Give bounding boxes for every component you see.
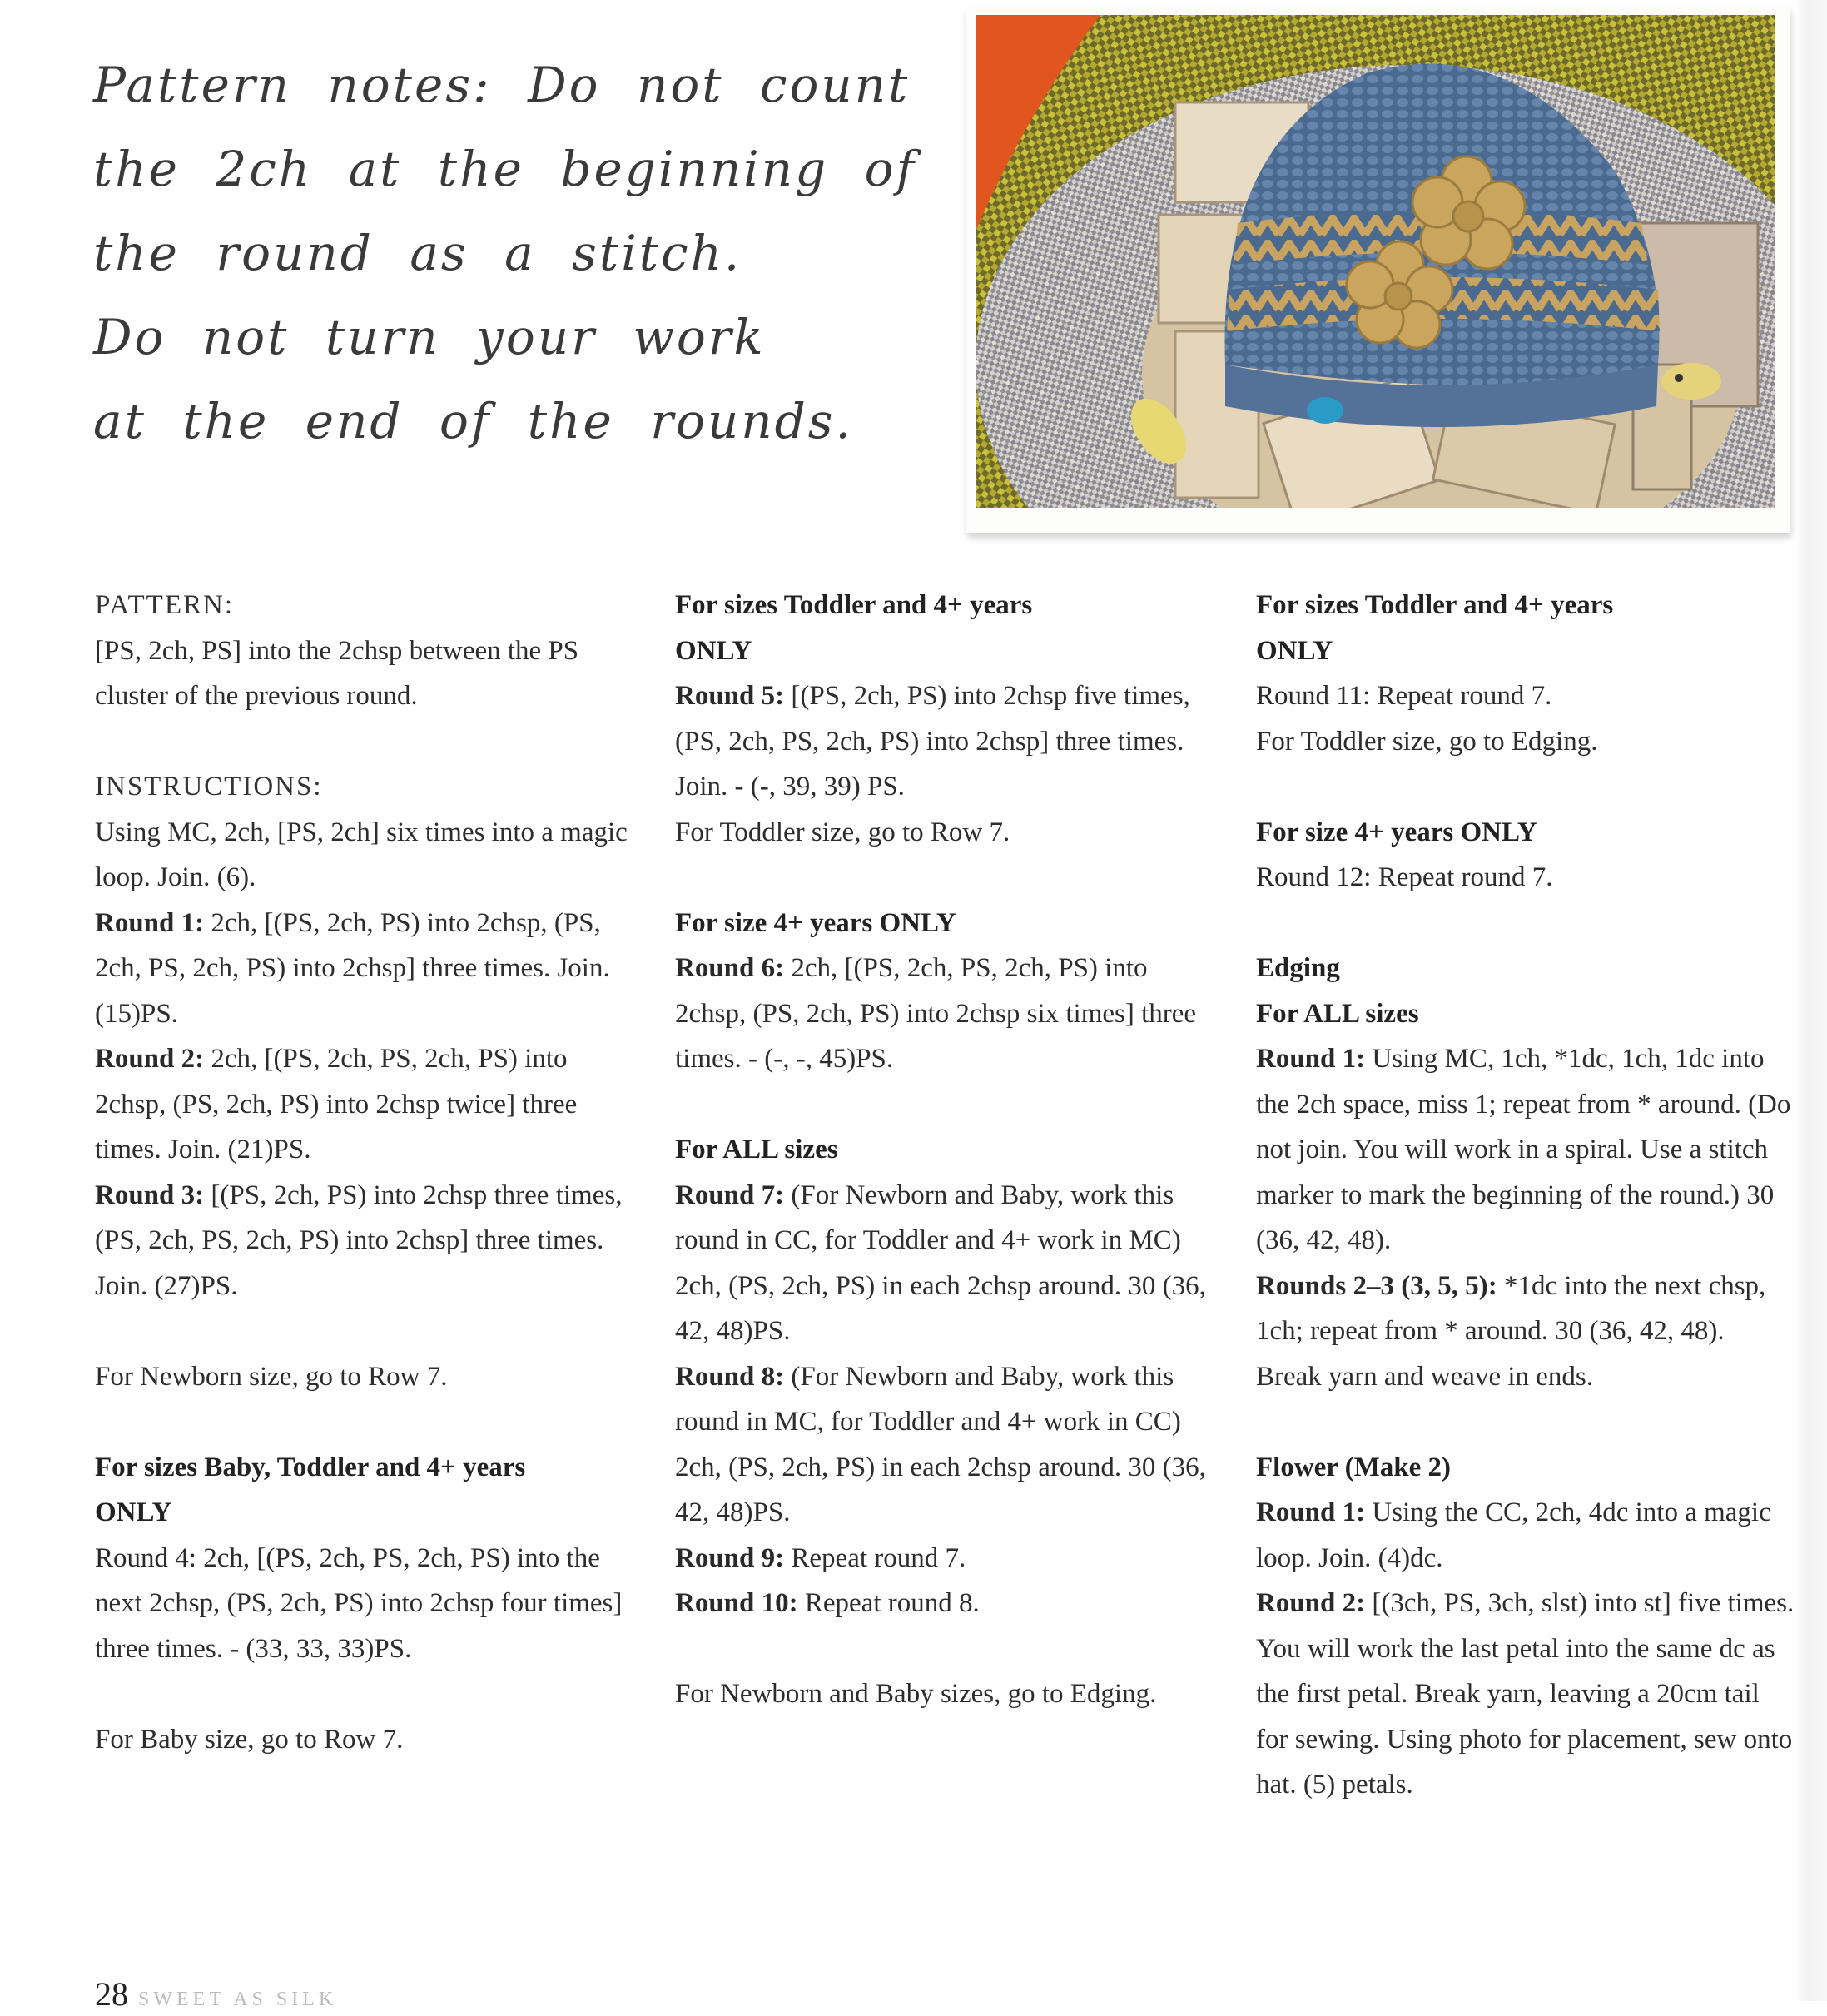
section-heading-toddler xyxy=(675,583,1216,673)
section-heading-baby xyxy=(95,1445,636,1536)
round-label: Round 11: xyxy=(1256,681,1371,711)
section-heading-4plus: For size 4+ years ONLY xyxy=(675,907,956,938)
round-12 xyxy=(1256,855,1797,901)
round-label: Round 2: xyxy=(95,1044,205,1074)
spacer xyxy=(95,1308,636,1354)
round-6 xyxy=(675,946,1216,1082)
page-footer xyxy=(95,1975,338,2016)
edging-rounds-2-3 xyxy=(1256,1264,1797,1354)
round-text: *1dc into the next chsp, 1ch; repeat from * around. 30 (36, 42, 48). xyxy=(1256,1270,1766,1346)
pattern-notes-line: Do not turn your work xyxy=(93,309,766,365)
pattern-notes-line: the round as a stitch. xyxy=(93,225,742,281)
heading-line: ONLY xyxy=(95,1497,172,1527)
round-text: [(PS, 2ch, PS) into 2chsp five times, (PS, 2ch, PS, 2ch, PS) into 2chsp] three times. Join. - (-, 39, 39) PS. xyxy=(675,681,1190,802)
spacer xyxy=(1256,901,1797,946)
flower-round-2 xyxy=(1256,1581,1797,1808)
round-text: Repeat round 7. xyxy=(1371,862,1553,892)
edging-all-sizes-heading: For ALL sizes xyxy=(1256,998,1419,1029)
heading-line: For sizes Toddler and 4+ years xyxy=(1256,590,1614,620)
spacer xyxy=(95,719,636,765)
round-label: Round 12: xyxy=(1256,862,1372,892)
round-4 xyxy=(95,1536,636,1672)
round-text: [(3ch, PS, 3ch, slst) into st] five times. You will work the last petal into the same dc as the first petal. Break yarn, leaving a 20cm tail for sewing. Using photo for placement, sew onto hat. (5) petals. xyxy=(1256,1588,1795,1800)
round-10 xyxy=(675,1581,1216,1626)
spacer xyxy=(95,1671,636,1717)
round-label: Round 4: xyxy=(95,1542,196,1573)
edging-note: For Newborn and Baby sizes, go to Edging. xyxy=(675,1679,1157,1709)
pattern-text: [PS, 2ch, PS] into the 2chsp between the PS cluster of the previous round. xyxy=(95,635,579,711)
round-text: 2ch, [(PS, 2ch, PS, 2ch, PS) into the next 2chsp, (PS, 2ch, PS) into 2chsp four times] three times. - (33, 33, 33)PS. xyxy=(95,1542,623,1664)
pattern-notes xyxy=(93,43,917,464)
round-5 xyxy=(675,673,1216,810)
round-text: (For Newborn and Baby, work this round in CC, for Toddler and 4+ work in MC) 2ch, (PS, 2ch, PS) in each 2chsp around. 30 (36, 42, 48)PS. xyxy=(675,1179,1206,1346)
baby-note: For Baby size, go to Row 7. xyxy=(95,1724,404,1755)
flower-heading: Flower (Make 2) xyxy=(1256,1452,1451,1482)
heading-line: ONLY xyxy=(1256,635,1333,666)
round-text: Repeat round 8. xyxy=(797,1588,980,1618)
round-3 xyxy=(95,1173,636,1309)
pattern-notes-line: at the end of the rounds. xyxy=(93,393,853,449)
spacer xyxy=(1256,1399,1797,1445)
round-text: Repeat round 7. xyxy=(784,1542,966,1573)
round-1 xyxy=(95,901,636,1037)
round-text: Using the CC, 2ch, 4dc into a magic loop. Join. (4)dc. xyxy=(1256,1497,1771,1573)
instructions-text: Using MC, 2ch, [PS, 2ch] six times into a magic loop. Join. (6). xyxy=(95,817,628,892)
round-label: Round 1: xyxy=(1256,1044,1366,1074)
round-text: Repeat round 7. xyxy=(1370,681,1552,711)
spacer xyxy=(675,1082,1216,1128)
toddler-note: For Toddler size, go to Row 7. xyxy=(675,817,1010,847)
round-label: Round 5: xyxy=(675,681,785,711)
hat-photo-frame xyxy=(966,7,1790,533)
round-text: 2ch, [(PS, 2ch, PS, 2ch, PS) into 2chsp, (PS, 2ch, PS) into 2chsp six times] three times. - (-, -, 45)PS. xyxy=(675,953,1197,1074)
round-7 xyxy=(675,1173,1216,1354)
round-8 xyxy=(675,1354,1216,1536)
round-2 xyxy=(95,1036,636,1173)
round-text: [(PS, 2ch, PS) into 2chsp three times, (PS, 2ch, PS, 2ch, PS) into 2chsp] three times. Join. (27)PS. xyxy=(95,1179,623,1301)
pattern-notes-line: the 2ch at the beginning of xyxy=(93,141,917,197)
round-text: 2ch, [(PS, 2ch, PS) into 2chsp, (PS, 2ch, PS, 2ch, PS) into 2chsp] three times. Join. (15)PS. xyxy=(95,907,610,1029)
section-heading-4plus: For size 4+ years ONLY xyxy=(1256,817,1537,847)
section-heading-all-sizes: For ALL sizes xyxy=(675,1135,838,1164)
round-label: Rounds 2–3 (3, 5, 5): xyxy=(1256,1270,1497,1301)
round-label: Round 3: xyxy=(95,1179,205,1210)
column-3 xyxy=(1256,583,1797,1808)
round-label: Round 7: xyxy=(675,1179,785,1210)
column-2 xyxy=(675,583,1216,1717)
newborn-note: For Newborn size, go to Row 7. xyxy=(95,1361,448,1392)
hat-photo-illustration xyxy=(976,15,1775,508)
page-gutter-shadow xyxy=(1795,0,1827,2001)
spacer xyxy=(675,855,1216,901)
heading-line: For sizes Baby, Toddler and 4+ years xyxy=(95,1452,526,1482)
hat-photo xyxy=(976,15,1775,508)
round-label: Round 2: xyxy=(1256,1588,1366,1618)
section-heading-toddler xyxy=(1256,583,1797,673)
page-number: 28 xyxy=(95,1975,128,2013)
round-text: (For Newborn and Baby, work this round in MC, for Toddler and 4+ work in CC) 2ch, (PS, 2ch, PS) in each 2chsp around. 30 (36, 42, 48)PS. xyxy=(675,1361,1206,1527)
edging-finish: Break yarn and weave in ends. xyxy=(1256,1361,1594,1392)
round-9 xyxy=(675,1536,1216,1582)
round-11 xyxy=(1256,673,1797,719)
column-1 xyxy=(95,583,636,1762)
spacer xyxy=(1256,764,1797,810)
edging-round-1 xyxy=(1256,1036,1797,1264)
round-label: Round 6: xyxy=(675,953,785,983)
running-title: SWEET AS SILK xyxy=(138,1989,338,2010)
edging-heading: Edging xyxy=(1256,953,1340,983)
round-label: Round 1: xyxy=(1256,1497,1366,1527)
round-label: Round 8: xyxy=(675,1361,785,1392)
heading-line: For sizes Toddler and 4+ years xyxy=(675,590,1033,620)
round-text: 2ch, [(PS, 2ch, PS, 2ch, PS) into 2chsp, (PS, 2ch, PS) into 2chsp twice] three times. Join. (21)PS. xyxy=(95,1044,578,1164)
pattern-heading: PATTERN: xyxy=(95,590,234,620)
instructions-heading: INSTRUCTIONS: xyxy=(95,772,323,802)
round-text: Using MC, 1ch, *1dc, 1ch, 1dc into the 2ch space, miss 1; repeat from * around. (Do not join. You will work in a spiral. Use a stitch marker to mark the beginning of the round.) 30 (36, 42, 48). xyxy=(1256,1044,1791,1255)
toddler-note: For Toddler size, go to Edging. xyxy=(1256,726,1598,757)
pattern-notes-line: Pattern notes: Do not count xyxy=(93,57,911,113)
round-label: Round 10: xyxy=(675,1588,798,1618)
round-label: Round 9: xyxy=(675,1542,785,1573)
heading-line: ONLY xyxy=(675,635,752,666)
spacer xyxy=(95,1399,636,1445)
spacer xyxy=(675,1626,1216,1672)
flower-round-1 xyxy=(1256,1490,1797,1581)
round-label: Round 1: xyxy=(95,907,205,938)
